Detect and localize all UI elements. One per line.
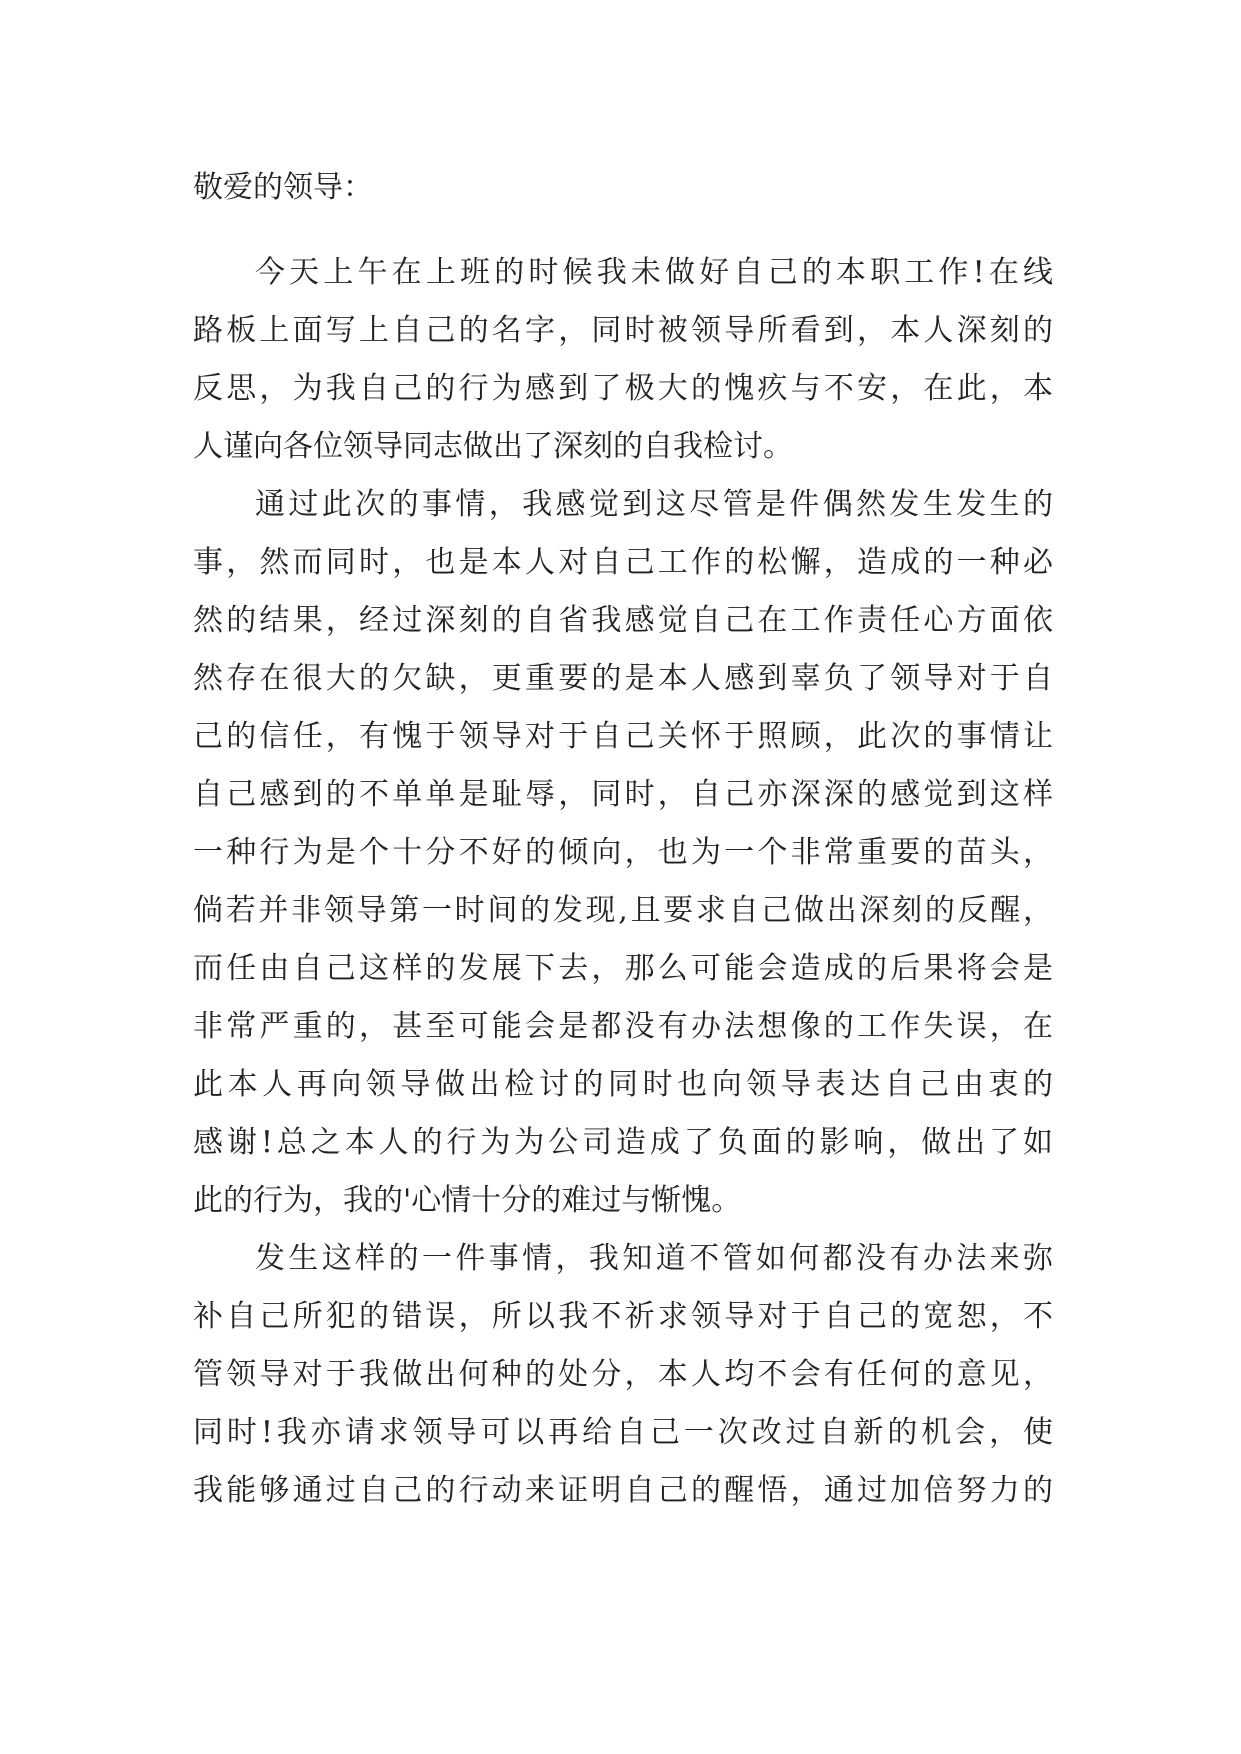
paragraph-line: 此的行为，我的'心情十分的难过与惭愧。 xyxy=(193,1183,742,1218)
paragraph-line: 通过此次的事情，我感觉到这尽管是件偶然发生发生的 xyxy=(255,487,1053,522)
paragraph-line: 感谢!总之本人的行为为公司造成了负面的影响，做出了如 xyxy=(193,1125,1053,1160)
paragraph-line: 同时!我亦请求领导可以再给自己一次改过自新的机会，使 xyxy=(193,1415,1053,1450)
paragraph-line: 然的结果，经过深刻的自省我感觉自己在工作责任心方面依 xyxy=(193,603,1053,638)
paragraph-line: 路板上面写上自己的名字，同时被领导所看到，本人深刻的 xyxy=(193,313,1053,348)
paragraph-line: 己的信任，有愧于领导对于自己关怀于照顾，此次的事情让 xyxy=(193,719,1053,754)
paragraph-line: 而任由自己这样的发展下去，那么可能会造成的后果将会是 xyxy=(193,951,1053,986)
paragraph-line: 此本人再向领导做出检讨的同时也向领导表达自己由衷的 xyxy=(193,1067,1053,1102)
paragraph-line: 我能够通过自己的行动来证明自己的醒悟，通过加倍努力的 xyxy=(193,1473,1053,1508)
paragraph-line: 非常严重的，甚至可能会是都没有办法想像的工作失误，在 xyxy=(193,1009,1053,1044)
salutation: 敬爱的领导： xyxy=(193,170,373,205)
paragraph-line: 倘若并非领导第一时间的发现,且要求自己做出深刻的反醒， xyxy=(193,893,1053,928)
paragraph-line: 自己感到的不单单是耻辱，同时，自己亦深深的感觉到这样 xyxy=(193,777,1053,812)
paragraph-line: 发生这样的一件事情，我知道不管如何都没有办法来弥 xyxy=(255,1241,1053,1276)
paragraph-line: 今天上午在上班的时候我未做好自己的本职工作!在线 xyxy=(255,255,1053,290)
paragraph-line: 补自己所犯的错误，所以我不祈求领导对于自己的宽恕，不 xyxy=(193,1299,1053,1334)
paragraph-line: 反思，为我自己的行为感到了极大的愧疚与不安，在此，本 xyxy=(193,371,1053,406)
paragraph-line: 然存在很大的欠缺，更重要的是本人感到辜负了领导对于自 xyxy=(193,661,1053,696)
paragraph-line: 管领导对于我做出何种的处分，本人均不会有任何的意见， xyxy=(193,1357,1053,1392)
paragraph-line: 一种行为是个十分不好的倾向，也为一个非常重要的苗头， xyxy=(193,835,1053,870)
paragraph-line: 人谨向各位领导同志做出了深刻的自我检讨。 xyxy=(193,429,793,464)
paragraph-line: 事，然而同时，也是本人对自己工作的松懈，造成的一种必 xyxy=(193,545,1053,580)
